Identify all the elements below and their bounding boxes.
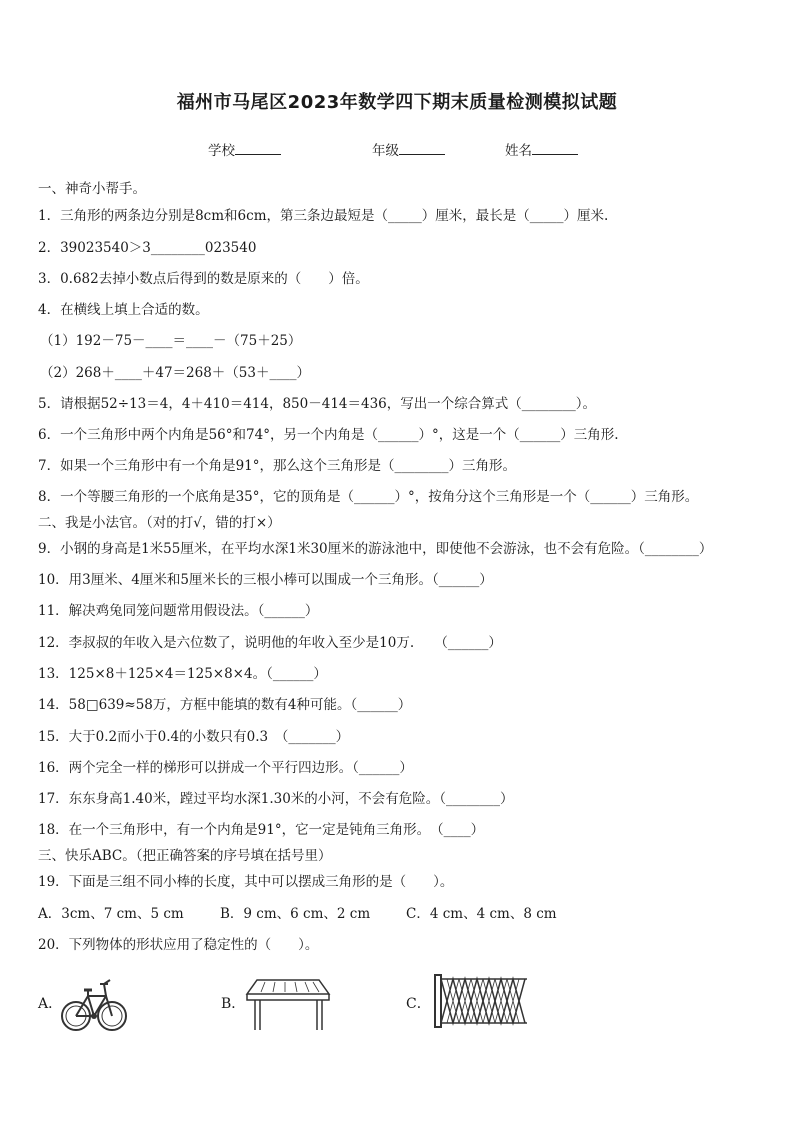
question-4: 4．在横线上填上合适的数。 — [38, 302, 209, 318]
question-1: 1．三角形的两条边分别是8cm和6cm，第三条边最短是（_____）厘米，最长是（_____）厘米. — [38, 208, 609, 224]
school-field — [208, 139, 281, 159]
question-12: 12．李叔叔的年收入是六位数了，说明他的年收入至少是10万. （______） — [38, 635, 502, 651]
name-label: 姓名 — [505, 143, 532, 159]
question-17: 17．东东身高1.40米，蹚过平均水深1.30米的小河，不会有危险。（________） — [38, 791, 514, 807]
question-14: 14．58□639≈58万，方框中能填的数有4种可能。（______） — [38, 697, 412, 713]
question-18: 18．在一个三角形中，有一个内角是91°，它一定是钝角三角形。 （____） — [38, 822, 485, 838]
section-2-heading: 二、我是小法官。（对的打√，错的打×） — [38, 515, 281, 531]
question-20: 20．下列物体的形状应用了稳定性的（ ）。 — [38, 937, 319, 953]
question-6: 6．一个三角形中两个内角是56°和74°，另一个内角是（______）°，这是一个（______）三角形. — [38, 427, 619, 443]
bicycle-image — [60, 968, 128, 1034]
question-4-part-2: （2）268＋____＋47＝268＋（53＋____） — [40, 365, 310, 381]
name-field — [505, 139, 578, 159]
question-9: 9．小钢的身高是1米55厘米，在平均水深1米30厘米的游泳池中，即使他不会游泳，也不会有危险。（________） — [38, 541, 713, 557]
table-image — [245, 976, 331, 1032]
question-2: 2．39023540＞3________023540 — [38, 240, 257, 256]
section-1-heading: 一、神奇小帮手。 — [38, 181, 146, 197]
question-5: 5．请根据52÷13＝4，4＋410＝414，850－414＝436，写出一个综合算式（________）。 — [38, 396, 597, 412]
question-20-option-a-label: A． — [38, 996, 63, 1012]
page-title: 福州市马尾区2023年数学四下期末质量检测模拟试题 — [176, 92, 618, 113]
question-10: 10．用3厘米、4厘米和5厘米长的三根小棒可以围成一个三角形。（______） — [38, 572, 493, 588]
expandable-gate-image — [433, 973, 529, 1029]
grade-blank — [399, 141, 445, 155]
question-8: 8．一个等腰三角形的一个底角是35°，它的顶角是（______）°，按角分这个三角形是一个（______）三角形。 — [38, 489, 699, 505]
section-3-heading: 三、快乐ABC。（把正确答案的序号填在括号里） — [38, 848, 332, 864]
question-19-option-b: B．9 cm、6 cm、2 cm — [220, 906, 371, 922]
school-blank — [235, 141, 281, 155]
question-16: 16．两个完全一样的梯形可以拼成一个平行四边形。（______） — [38, 760, 413, 776]
school-label: 学校 — [208, 143, 235, 159]
question-20-option-c-label: C． — [406, 996, 431, 1012]
grade-field — [372, 139, 445, 159]
question-19-option-a: A．3cm、7 cm、5 cm — [38, 906, 184, 922]
question-19-option-c: C．4 cm、4 cm、8 cm — [406, 906, 557, 922]
name-blank — [532, 141, 578, 155]
question-13: 13．125×8＋125×4＝125×8×4。（______） — [38, 666, 327, 682]
question-15: 15．大于0.2而小于0.4的小数只有0.3 （_______） — [38, 729, 350, 745]
grade-label: 年级 — [372, 143, 399, 159]
question-11: 11．解决鸡兔同笼问题常用假设法。（______） — [38, 603, 319, 619]
question-3: 3．0.682去掉小数点后得到的数是原来的（ ）倍。 — [38, 271, 369, 287]
question-7: 7．如果一个三角形中有一个角是91°，那么这个三角形是（________）三角形。 — [38, 458, 517, 474]
question-19: 19．下面是三组不同小棒的长度，其中可以摆成三角形的是（ ）。 — [38, 874, 454, 890]
question-20-option-b-label: B． — [221, 996, 246, 1012]
question-4-part-1: （1）192－75－____＝____－（75＋25） — [40, 333, 302, 349]
